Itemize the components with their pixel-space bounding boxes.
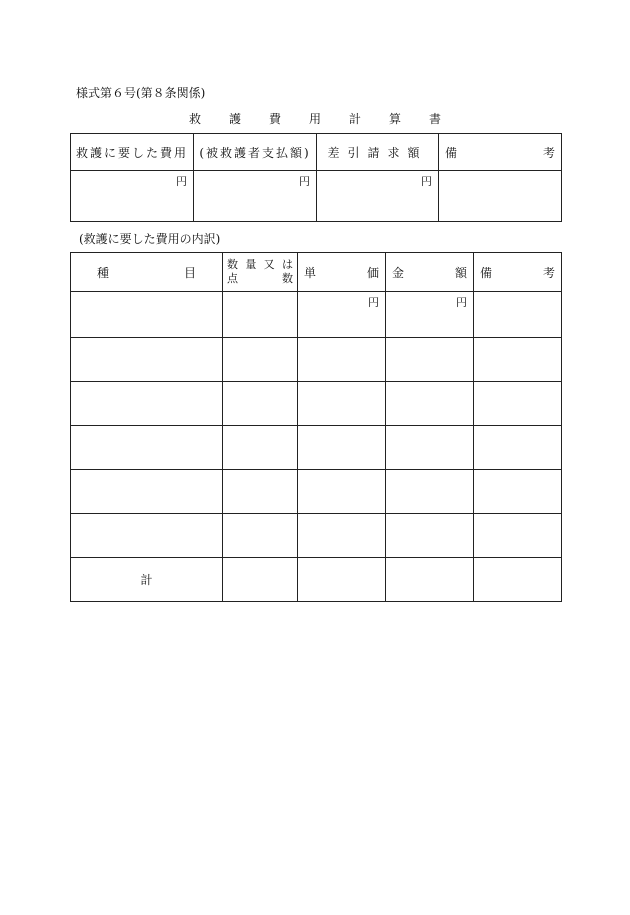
header-item: 種 目 [71,253,223,292]
breakdown-label: (救護に要した費用の内訳) [79,232,221,246]
remarks-cell[interactable] [474,426,562,470]
table-row [71,514,562,558]
amount-total-cell[interactable] [386,558,474,602]
summary-table [70,133,562,222]
table-row [71,338,562,382]
remarks-total-cell[interactable] [474,558,562,602]
breakdown-header-row [71,253,562,292]
header-quantity: 数 量 又 は 点 数 [223,253,298,292]
remarks-cell[interactable] [474,470,562,514]
unit-price-cell[interactable]: 円 [298,292,386,338]
title-char: 救 [188,112,201,126]
header-remarks: 備 考 [439,134,562,171]
item-cell[interactable] [71,470,223,514]
quantity-total-cell[interactable] [223,558,298,602]
patient-paid-cell[interactable]: 円 [194,171,317,222]
unit-price-cell[interactable] [298,426,386,470]
title-char: 計 [349,112,362,126]
remarks-cell[interactable] [474,338,562,382]
header-patient-paid: (被救護者支払額) [194,134,317,171]
item-cell[interactable] [71,426,223,470]
breakdown-table [70,252,562,602]
amount-cell[interactable]: 円 [386,292,474,338]
item-cell[interactable] [71,292,223,338]
total-label: 計 [71,558,223,602]
table-row [71,426,562,470]
document-title [0,110,630,127]
title-char: 書 [429,112,442,126]
quantity-cell[interactable] [223,292,298,338]
summary-body-row [71,171,562,222]
title-char: 算 [389,112,402,126]
header-balance-claim: 差引請求額 [317,134,439,171]
remarks-cell[interactable] [474,382,562,426]
unit-price-total-cell[interactable] [298,558,386,602]
item-cell[interactable] [71,514,223,558]
item-cell[interactable] [71,338,223,382]
unit-price-cell[interactable] [298,338,386,382]
header-unit-price: 単 価 [298,253,386,292]
amount-cell[interactable] [386,514,474,558]
title-char: 費 [268,112,281,126]
total-row [71,558,562,602]
table-row [71,382,562,426]
unit-price-cell[interactable] [298,382,386,426]
remarks-cell[interactable] [474,292,562,338]
balance-claim-cell[interactable]: 円 [317,171,439,222]
header-remarks: 備 考 [474,253,562,292]
summary-header-row [71,134,562,171]
quantity-cell[interactable] [223,426,298,470]
amount-cell[interactable] [386,338,474,382]
amount-cell[interactable] [386,382,474,426]
table-row [71,292,562,338]
remarks-cell[interactable] [474,514,562,558]
amount-cell[interactable] [386,426,474,470]
quantity-cell[interactable] [223,470,298,514]
unit-price-cell[interactable] [298,470,386,514]
title-char: 用 [308,112,321,126]
header-amount: 金 額 [386,253,474,292]
remarks-cell[interactable] [439,171,562,222]
header-rescue-cost: 救護に要した費用 [71,134,194,171]
amount-cell[interactable] [386,470,474,514]
rescue-cost-cell[interactable]: 円 [71,171,194,222]
title-char: 護 [228,112,241,126]
quantity-cell[interactable] [223,382,298,426]
quantity-cell[interactable] [223,514,298,558]
item-cell[interactable] [71,382,223,426]
unit-price-cell[interactable] [298,514,386,558]
quantity-cell[interactable] [223,338,298,382]
table-row [71,470,562,514]
form-label: 様式第６号(第８条関係) [76,86,206,100]
